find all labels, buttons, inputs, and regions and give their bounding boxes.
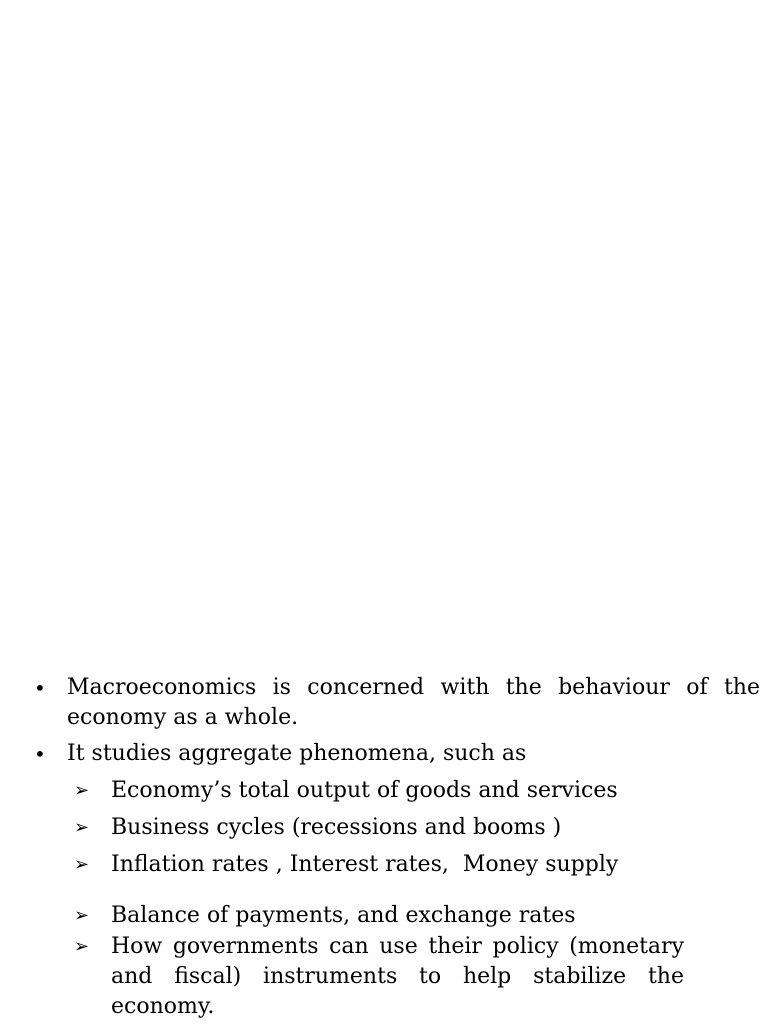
sub-item-inflation-rates bbox=[74, 850, 694, 880]
sub-item-text: Economy’s total output of goods and services bbox=[111, 778, 618, 803]
sub-item-text: Balance of payments, and exchange rates bbox=[111, 903, 576, 928]
sub-item-line-3: economy. bbox=[111, 994, 215, 1019]
sub-item-line-2: and fiscal) instruments to help stabilize the bbox=[111, 964, 684, 989]
arrow-bullet-icon: ➢ bbox=[74, 817, 90, 838]
bullet-text bbox=[67, 739, 760, 769]
sub-item-business-cycles bbox=[74, 813, 694, 843]
bullet-marker: • bbox=[34, 676, 46, 700]
bullet-text bbox=[67, 673, 760, 733]
arrow-bullet-icon: ➢ bbox=[74, 905, 90, 926]
bullet-line-2: economy as a whole. bbox=[67, 705, 299, 730]
arrow-bullet-icon: ➢ bbox=[74, 780, 90, 801]
sub-item-text: Inflation rates , Interest rates, Money supply bbox=[111, 852, 619, 877]
sub-item-text bbox=[111, 932, 684, 1022]
sub-item-government-policy bbox=[74, 932, 684, 1024]
bullet-item-macroeconomics bbox=[34, 673, 760, 733]
sub-item-text: Business cycles (recessions and booms ) bbox=[111, 815, 562, 840]
bullet-line-1: It studies aggregate phenomena, such as bbox=[67, 741, 527, 766]
arrow-bullet-icon: ➢ bbox=[74, 936, 90, 957]
arrow-bullet-icon: ➢ bbox=[74, 854, 90, 875]
bullet-item-aggregate-phenomena bbox=[34, 739, 760, 769]
bullet-marker: • bbox=[34, 742, 46, 766]
sub-item-line-1: How governments can use their policy (monetary bbox=[111, 934, 684, 959]
sub-item-total-output bbox=[74, 776, 694, 806]
sub-item-balance-of-payments bbox=[74, 901, 694, 931]
bullet-line-1: Macroeconomics is concerned with the behaviour of the bbox=[67, 675, 760, 700]
